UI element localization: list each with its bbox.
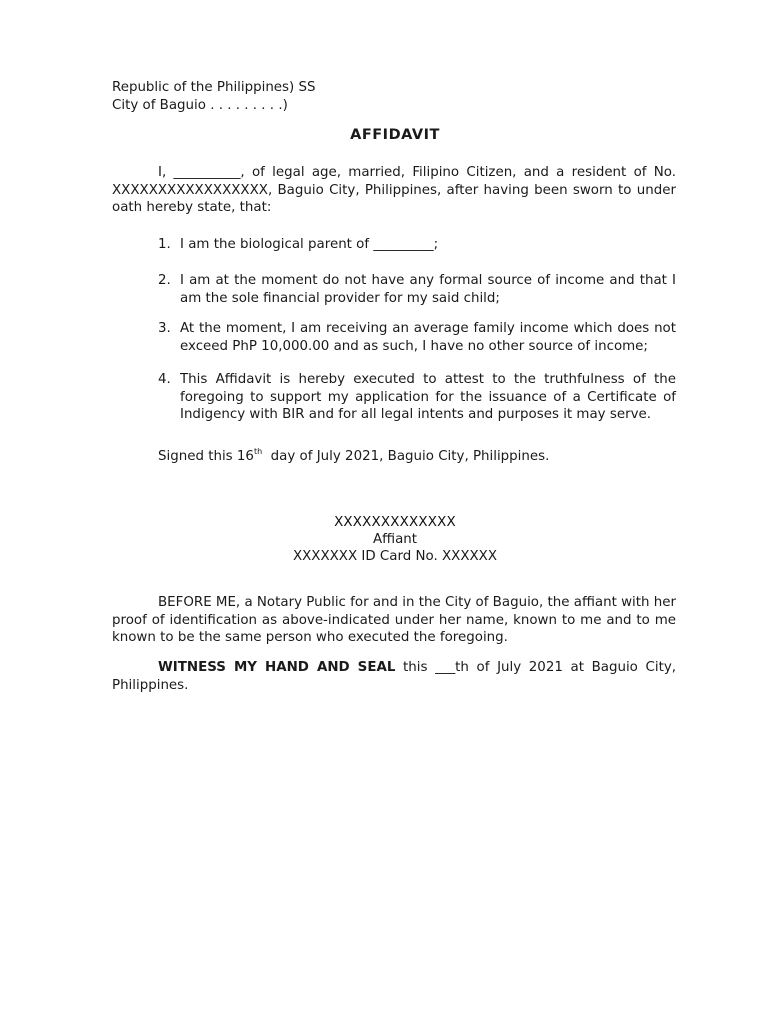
- affiant-block: [0, 514, 768, 565]
- header-city: City of Baguio . . . . . . . . .): [112, 98, 288, 113]
- intro-paragraph: [112, 164, 676, 217]
- list-item: [158, 320, 676, 355]
- affiant-id: XXXXXXX ID Card No. XXXXXX: [292, 549, 498, 564]
- item-text: I am the biological parent of _________;: [180, 237, 439, 252]
- item-number: 1.: [158, 237, 171, 252]
- statement-list: [158, 371, 676, 424]
- witness-rest: this ___th of July 2021 at Baguio City, Philippines.: [112, 660, 676, 693]
- affiant-role: Affiant: [372, 532, 418, 547]
- notary-text: BEFORE ME, a Notary Public for and in the City of Baguio, the affiant with her proof of identification as above-indicated under her name, known to me and to me known to be the same person who executed the foregoing.: [112, 595, 676, 645]
- item-text: I am at the moment do not have any formal source of income and that I am the sole financial provider for my said child;: [180, 273, 676, 306]
- list-item: [158, 371, 676, 424]
- item-text: At the moment, I am receiving an average family income which does not exceed PhP 10,000.00 and as such, I have no other source of income;: [180, 321, 676, 354]
- intro-text: I, __________, of legal age, married, Filipino Citizen, and a resident of No. XXXXXXXXXXXXXXXXX, Baguio City, Philippines, after having been sworn to under oath hereby state, that:: [112, 165, 676, 215]
- signed-ordinal: th: [253, 447, 263, 456]
- affiant-name: XXXXXXXXXXXXX: [334, 515, 456, 530]
- statement-list: [158, 236, 676, 254]
- item-number: 4.: [158, 372, 171, 387]
- signed-before: Signed this 16: [158, 449, 254, 464]
- statement-list: [158, 272, 676, 307]
- header-country: Republic of the Philippines) SS: [112, 80, 316, 95]
- statement-list: [158, 320, 676, 355]
- signed-after: day of July 2021, Baguio City, Philippines.: [262, 449, 550, 464]
- document-title: AFFIDAVIT: [350, 127, 440, 143]
- item-text: This Affidavit is hereby executed to attest to the truthfulness of the foregoing to support my application for the issuance of a Certificate of Indigency with BIR and for all legal intents and purposes it may serve.: [180, 372, 676, 422]
- list-item: [158, 272, 676, 307]
- item-number: 2.: [158, 273, 171, 288]
- witness-bold: WITNESS MY HAND AND SEAL: [158, 660, 396, 675]
- item-number: 3.: [158, 321, 171, 336]
- signed-line: [112, 443, 676, 466]
- notary-paragraph: [112, 594, 676, 647]
- witness-paragraph: [112, 659, 676, 694]
- list-item: [158, 236, 676, 254]
